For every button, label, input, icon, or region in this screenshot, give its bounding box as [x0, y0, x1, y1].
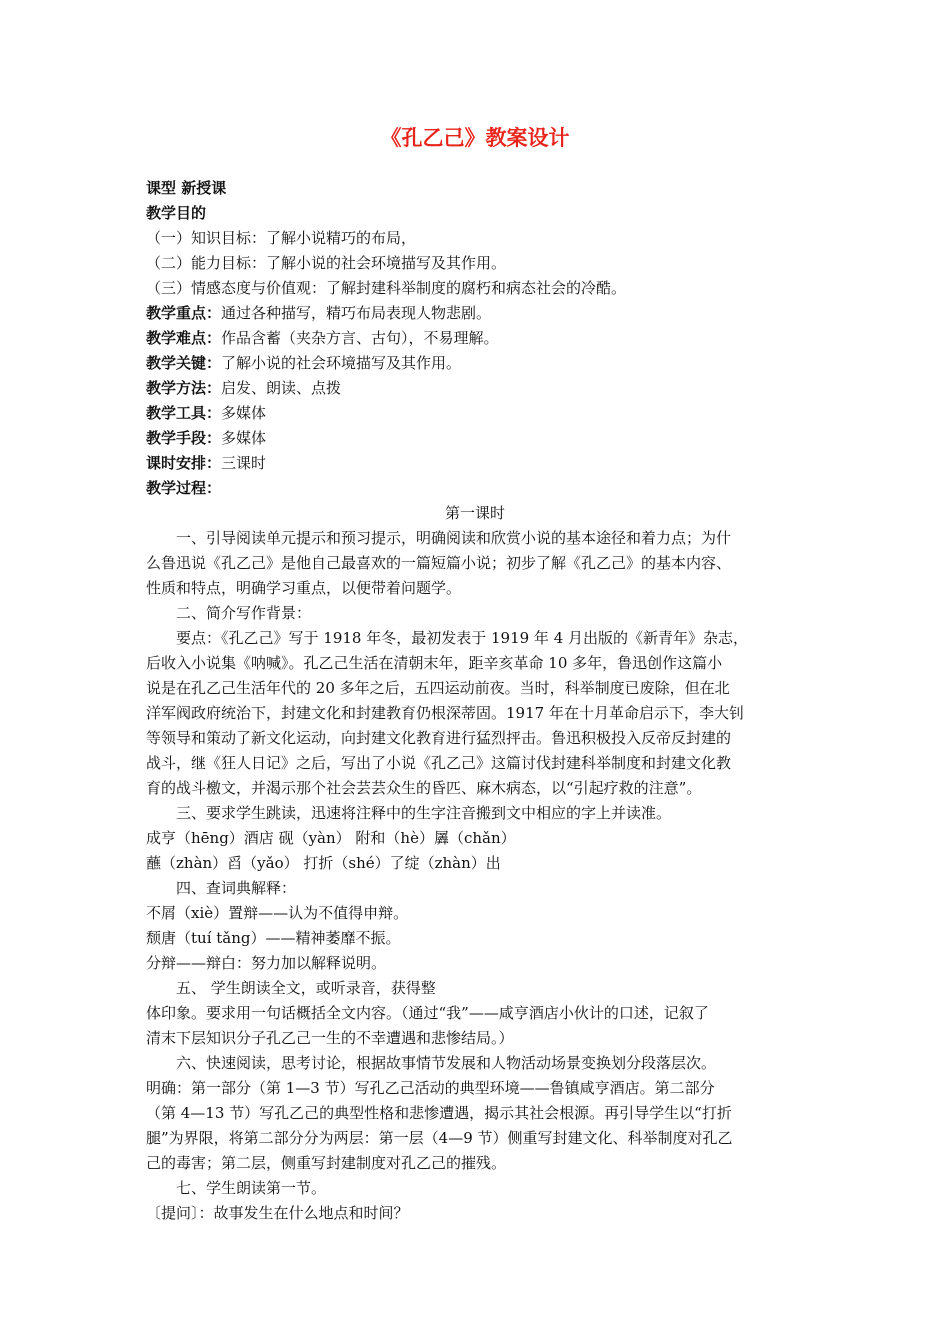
difficulties-label: 教学难点：	[146, 329, 222, 347]
difficulties-row	[146, 328, 826, 348]
paragraph-line: 说是在孔乙己生活年代的 20 多年之后，五四运动前夜。当时，科举制度已废除，但在北	[146, 679, 730, 697]
lesson-heading: 第一课时	[444, 504, 505, 522]
section-heading: 四、查词典解释：	[176, 879, 297, 897]
schedule-label: 课时安排：	[146, 454, 222, 472]
difficulties-value: 作品含蓄（夹杂方言、古句），不易理解。	[221, 329, 499, 347]
section-heading: 三、要求学生跳读，迅速将注释中的生字注音搬到文中相应的字上并读准。	[176, 804, 672, 822]
key-points-label: 教学重点：	[146, 304, 222, 322]
paragraph-line: 体印象。要求用一句话概括全文内容。（通过“我”——咸亨酒店小伙计的口述，记叙了	[146, 1004, 709, 1022]
paragraph-line: 战斗，继《狂人日记》之后，写出了小说《孔乙己》这篇讨伐封建科举制度和封建文化教	[146, 754, 732, 772]
paragraph-line: 洋军阀政府统治下，封建文化和封建教育仍根深蒂固。1917 年在十月革命启示下，李大钊	[146, 704, 744, 722]
means-row	[146, 428, 826, 448]
pinyin-line: 成亨（hēng）酒店 砚（yàn） 附和（hè）羼（chǎn）	[146, 829, 516, 847]
paragraph-line: 腿”为界限，将第二部分分为两层：第一层（4—9 节）侧重写封建文化、科举制度对孔乙	[146, 1129, 733, 1147]
key-row	[146, 353, 826, 373]
methods-row	[146, 378, 826, 398]
tools-value: 多媒体	[221, 404, 267, 422]
goal-emotion: （三）情感态度与价值观：了解封建科举制度的腐朽和病态社会的冷酷。	[146, 279, 627, 297]
paragraph-line: 一、引导阅读单元提示和预习提示，明确阅读和欣赏小说的基本途径和着力点；为什	[176, 529, 732, 547]
section-heading: 六、快速阅读，思考讨论，根据故事情节发展和人物活动场景变换划分段落层次。	[176, 1054, 717, 1072]
paragraph-line: （第 4—13 节）写孔乙己的典型性格和悲惨遭遇，揭示其社会根源。再引导学生以“打折	[146, 1104, 732, 1122]
paragraph-line: 后收入小说集《呐喊》。孔乙己生活在清朝末年，距辛亥革命 10 多年，鲁迅创作这篇小	[146, 654, 723, 672]
paragraph-line: 明确：第一部分（第 1—3 节）写孔乙己活动的典型环境——鲁镇咸亨酒店。第二部分	[146, 1079, 715, 1097]
section-heading: 五、 学生朗读全文，或听录音，获得整	[176, 979, 436, 997]
key-label: 教学关键：	[146, 354, 222, 372]
definition-line: 颓唐（tuí tǎng）——精神萎靡不振。	[146, 929, 401, 947]
means-label: 教学手段：	[146, 429, 222, 447]
key-points-value: 通过各种描写，精巧布局表现人物悲剧。	[221, 304, 492, 322]
key-value: 了解小说的社会环境描写及其作用。	[221, 354, 462, 372]
purpose-heading: 教学目的	[146, 204, 207, 222]
section-heading: 二、简介写作背景：	[176, 604, 312, 622]
paragraph-line: 要点：《孔乙己》写于 1918 年冬，最初发表于 1919 年 4 月出版的《新青年》杂志，	[176, 629, 749, 647]
paragraph-line: 育的战斗檄文，并渴示那个社会芸芸众生的昏匹、麻木病态，以“引起疗救的注意”。	[146, 779, 702, 797]
process-heading: 教学过程：	[146, 479, 222, 497]
question-line: 〔提问〕：故事发生在什么地点和时间？	[146, 1204, 409, 1222]
paragraph-line: 么鲁迅说《孔乙己》是他自己最喜欢的一篇短篇小说；初步了解《孔乙己》的基本内容、	[146, 554, 732, 572]
key-points-row	[146, 303, 826, 323]
paragraph-line: 性质和特点，明确学习重点，以便带着问题学。	[146, 579, 462, 597]
tools-label: 教学工具：	[146, 404, 222, 422]
section-heading: 七、学生朗读第一节。	[176, 1179, 327, 1197]
definition-line: 不屑（xiè）置辩——认为不值得申辩。	[146, 904, 409, 922]
paragraph-line: 清末下层知识分子孔乙己一生的不幸遭遇和悲惨结局。）	[146, 1029, 514, 1047]
methods-label: 教学方法：	[146, 379, 222, 397]
definition-line: 分辩——辩白：努力加以解释说明。	[146, 954, 387, 972]
means-value: 多媒体	[221, 429, 267, 447]
schedule-value: 三课时	[221, 454, 267, 472]
document-title: 《孔乙己》教案设计	[380, 126, 570, 150]
pinyin-line: 蘸（zhàn）舀（yǎo） 打折（shé）了绽（zhàn）出	[146, 854, 501, 872]
methods-value: 启发、朗读、点拨	[221, 379, 342, 397]
goal-ability: （二）能力目标：了解小说的社会环境描写及其作用。	[146, 254, 507, 272]
paragraph-line: 己的毒害；第二层，侧重写封建制度对孔乙己的摧残。	[146, 1154, 507, 1172]
lesson-type: 课型 新授课	[146, 179, 227, 197]
tools-row	[146, 403, 826, 423]
goal-knowledge: （一）知识目标：了解小说精巧的布局，	[146, 229, 417, 247]
paragraph-line: 等领导和策动了新文化运动，向封建文化教育进行猛烈抨击。鲁迅积极投入反帝反封建的	[146, 729, 732, 747]
schedule-row	[146, 453, 826, 473]
